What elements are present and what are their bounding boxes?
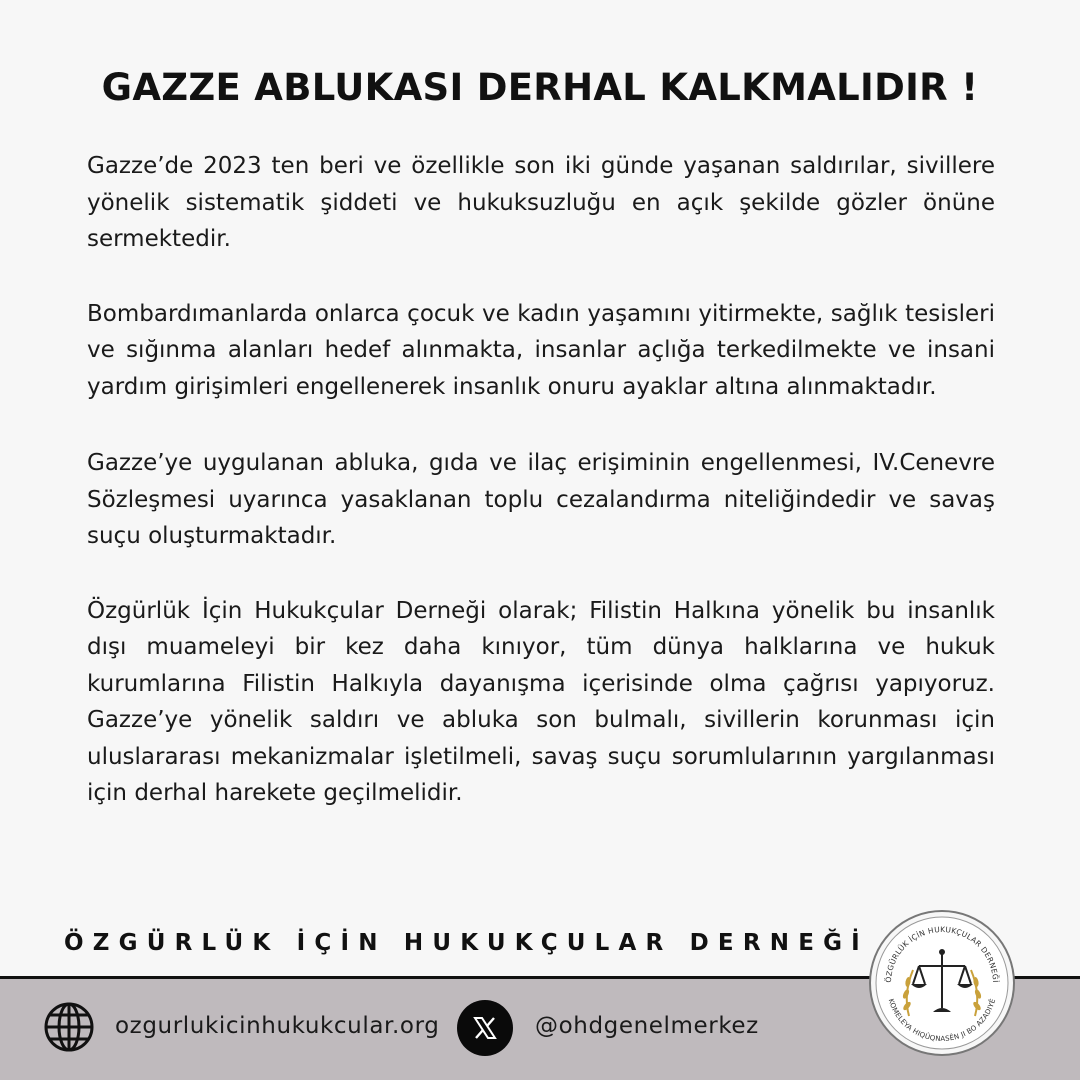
social-handle-link[interactable]: @ohdgenelmerkez [535, 1013, 759, 1039]
page-title: GAZZE ABLUKASI DERHAL KALKMALIDIR ! [101, 66, 979, 109]
paragraph-4: Özgürlük İçin Hukukçular Derneği olarak; Filistin Halkına yönelik bu insanlık dışı muameleyi bir kez daha kınıyor, tüm dünya halklarına ve hukuk kurumlarına Filistin Halkıyla dayanışma içerisinde olma çağrısı yapıyoruz. Gazze’ye yönelik saldırı ve abluka son bulmalı, sivillerin korunması için uluslararası mekanizmalar işletilmeli, savaş suçu sorumlularının yargılanması için derhal harekete geçilmelidir. [87, 597, 995, 806]
svg-text:ÖZGÜRLÜK İÇİN HUKUKÇULAR DERNE: ÖZGÜRLÜK İÇİN HUKUKÇULAR DERNEĞİ [883, 924, 1001, 983]
association-seal-logo [867, 908, 1017, 1058]
paragraph-3: Gazze’ye uygulanan abluka, gıda ve ilaç erişiminin engellenmesi, IV.Cenevre Sözleşmesi uyarınca yasaklanan toplu cezalandırma niteliğindedir ve savaş suçu oluşturmaktadır. [87, 450, 995, 549]
globe-icon [42, 1000, 96, 1054]
svg-text:KOMELEYA HIQÛQNASÊN JI BO AZAD: KOMELEYA HIQÛQNASÊN JI BO AZADIYÊ [886, 997, 998, 1044]
x-logo-icon[interactable] [457, 1000, 513, 1056]
statement-body [87, 148, 995, 850]
website-link[interactable]: ozgurlukicinhukukcular.org [115, 1013, 440, 1039]
paragraph-1: Gazze’de 2023 ten beri ve özellikle son iki günde yaşanan saldırılar, sivillere yönelik sistematik şiddeti ve hukuksuzluğu en açık şekilde gözler önüne sermektedir. [87, 153, 995, 252]
paragraph-2: Bombardımanlarda onlarca çocuk ve kadın yaşamını yitirmekte, sağlık tesisleri ve sığınma alanları hedef alınmakta, insanlar açlığa terkedilmekte ve insani yardım girişimleri engellenerek insanlık onuru ayaklar altına alınmaktadır. [87, 300, 995, 400]
organization-name: ÖZGÜRLÜK İÇİN HUKUKÇULAR DERNEĞİ [64, 930, 869, 956]
